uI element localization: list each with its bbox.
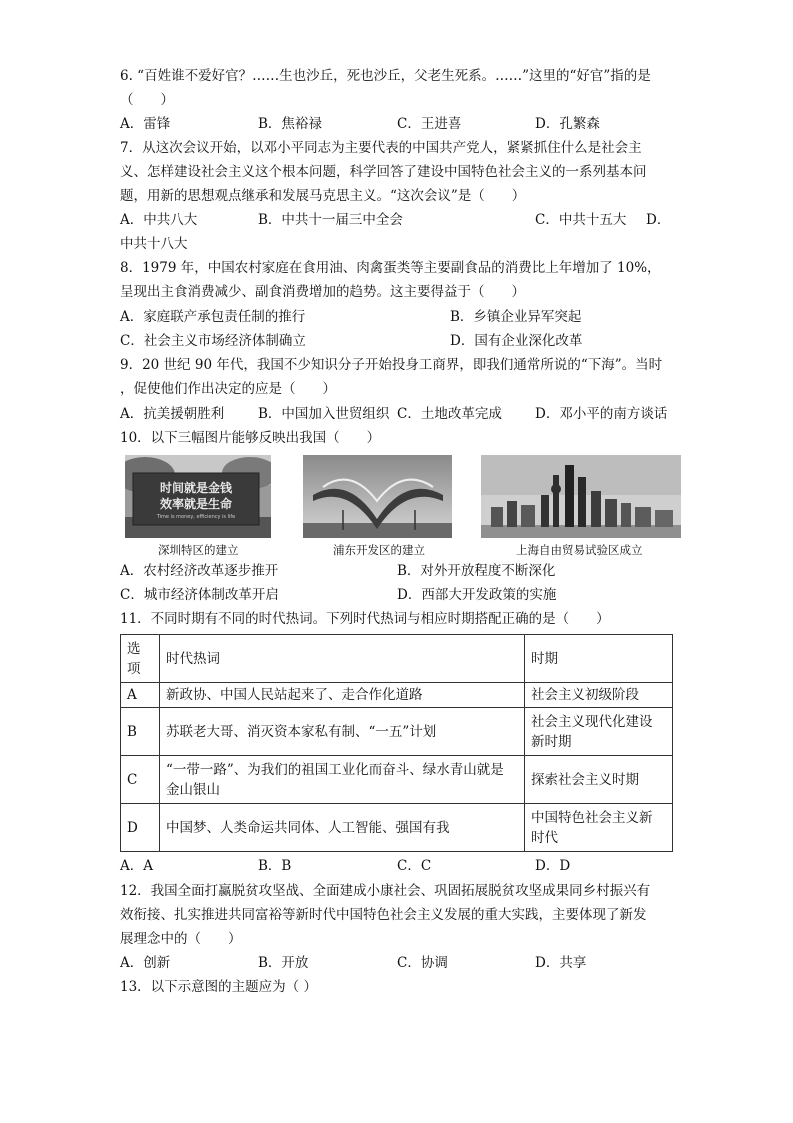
row-hot-words: 苏联老大哥、消灭资本家私有制、“一五”计划	[160, 708, 525, 756]
q9-option-c: C．土地改革完成	[397, 406, 502, 422]
q11-option-a: A．A	[120, 858, 153, 874]
q7-stem-line: 7．从这次会议开始，以邓小平同志为主要代表的中国共产党人，紧紧抓住什么是社会主	[120, 140, 642, 156]
q8-option-b: B．乡镇企业异军突起	[450, 309, 582, 325]
sign-line1: 时间就是金钱	[159, 481, 233, 495]
caption-shanghai: 上海自由贸易试验区成立	[516, 543, 643, 557]
q9-option-b: B．中国加入世贸组织	[258, 406, 390, 422]
q6-blank: （ ）	[120, 92, 174, 108]
q7-option-a: A．中共八大	[120, 212, 198, 228]
table-row	[121, 708, 673, 756]
q6-option-c: C．王进喜	[397, 116, 462, 132]
q9-stem-line: 9．20 世纪 90 年代，我国不少知识分子开始投身工商界，即我们通常所说的“下海”。当时	[120, 357, 663, 373]
q9-option-d: D．邓小平的南方谈话	[535, 406, 668, 422]
q6-option-d: D．孔繁森	[535, 116, 600, 132]
q11-option-c: C．C	[397, 858, 432, 874]
q8-option-a: A．家庭联产承包责任制的推行	[120, 309, 306, 325]
q12-stem-line: 展理念中的（ ）	[120, 931, 242, 947]
shanghai-skyline-photo	[481, 455, 681, 538]
row-hot-words: “一带一路”、为我们的祖国工业化而奋斗、绿水青山就是 金山银山	[160, 756, 525, 804]
q10-option-a: A．农村经济改革逐步推开	[120, 563, 279, 579]
q8-stem-line: 8．1979 年，中国农村家庭在食用油、肉禽蛋类等主要副食品的消费比上年增加了 10%，	[120, 260, 661, 276]
row-period: 社会主义初级阶段	[525, 683, 673, 708]
q12-option-d: D．共享	[535, 955, 587, 971]
q13-stem: 13．以下示意图的主题应为（ ）	[120, 979, 317, 995]
q12-stem-line: 效衔接、扎实推进共同富裕等新时代中国特色社会主义发展的重大实践，主要体现了新发	[120, 907, 647, 923]
pudong-photo	[303, 455, 452, 538]
q6-option-b: B．焦裕禄	[258, 116, 322, 132]
table-row	[121, 756, 673, 804]
caption-shenzhen: 深圳特区的建立	[158, 543, 239, 557]
table-row	[121, 683, 673, 708]
q10-stem: 10．以下三幅图片能够反映出我国（ ）	[120, 430, 381, 446]
q7-option-d: D．	[646, 212, 671, 228]
q9-stem-line: ，促使他们作出决定的应是（ ）	[120, 381, 336, 397]
q8-option-c: C．社会主义市场经济体制确立	[120, 333, 306, 349]
row-hot-words: 中国梦、人类命运共同体、人工智能、强国有我	[160, 804, 525, 852]
q7-stem-line: 题，用新的思想观点继承和发展马克思主义。“这次会议”是（ ）	[120, 188, 526, 204]
q10-option-b: B．对外开放程度不断深化	[397, 563, 556, 579]
q11-option-d: D．D	[535, 858, 571, 874]
q11-table	[120, 634, 673, 852]
row-hot-words: 新政协、中国人民站起来了、走合作化道路	[160, 683, 525, 708]
q12-option-b: B．开放	[258, 955, 309, 971]
q12-option-c: C．协调	[397, 955, 448, 971]
q7-stem-line: 义、怎样建设社会主义这个根本问题，科学回答了建设中国特色社会主义的一系列基本问	[120, 164, 647, 180]
q8-option-d: D．国有企业深化改革	[450, 333, 583, 349]
q10-option-d: D．西部大开发政策的实施	[397, 587, 557, 603]
sign-line2: 效率就是生命	[159, 497, 233, 511]
row-period: 中国特色社会主义新 时代	[525, 804, 673, 852]
row-option: C	[121, 756, 160, 804]
q6-option-a: A．雷锋	[120, 116, 171, 132]
shenzhen-photo	[125, 455, 271, 538]
row-option: D	[121, 804, 160, 852]
q11-stem: 11．不同时期有不同的时代热词。下列时代热词与相应时期搭配正确的是（ ）	[120, 611, 610, 627]
header-hot-words: 时代热词	[160, 635, 525, 683]
q11-option-b: B．B	[258, 858, 292, 874]
q12-option-a: A．创新	[120, 955, 171, 971]
sign-small-text: Time is money, efficiency is life	[156, 514, 236, 520]
q7-option-b: B．中共十一届三中全会	[258, 212, 403, 228]
table-row	[121, 804, 673, 852]
table-header-row	[121, 635, 673, 683]
q6-stem: 6. “百姓谁不爱好官？……生也沙丘，死也沙丘，父老生死系。……”这里的“好官”指的是	[120, 68, 651, 84]
q7-option-d-text: 中共十八大	[120, 236, 188, 252]
q8-stem-line: 呈现出主食消费减少、副食消费增加的趋势。这主要得益于（ ）	[120, 284, 525, 300]
header-period: 时期	[525, 635, 673, 683]
header-option: 选 项	[121, 635, 160, 683]
row-option: B	[121, 708, 160, 756]
caption-pudong: 浦东开发区的建立	[333, 543, 425, 557]
q12-stem-line: 12．我国全面打赢脱贫攻坚战、全面建成小康社会、巩固拓展脱贫攻坚成果同乡村振兴有	[120, 883, 651, 899]
row-option: A	[121, 683, 160, 708]
q9-option-a: A．抗美援朝胜利	[120, 406, 225, 422]
q7-option-c: C．中共十五大	[535, 212, 627, 228]
row-period: 社会主义现代化建设 新时期	[525, 708, 673, 756]
q10-option-c: C．城市经济体制改革开启	[120, 587, 279, 603]
row-period: 探索社会主义时期	[525, 756, 673, 804]
